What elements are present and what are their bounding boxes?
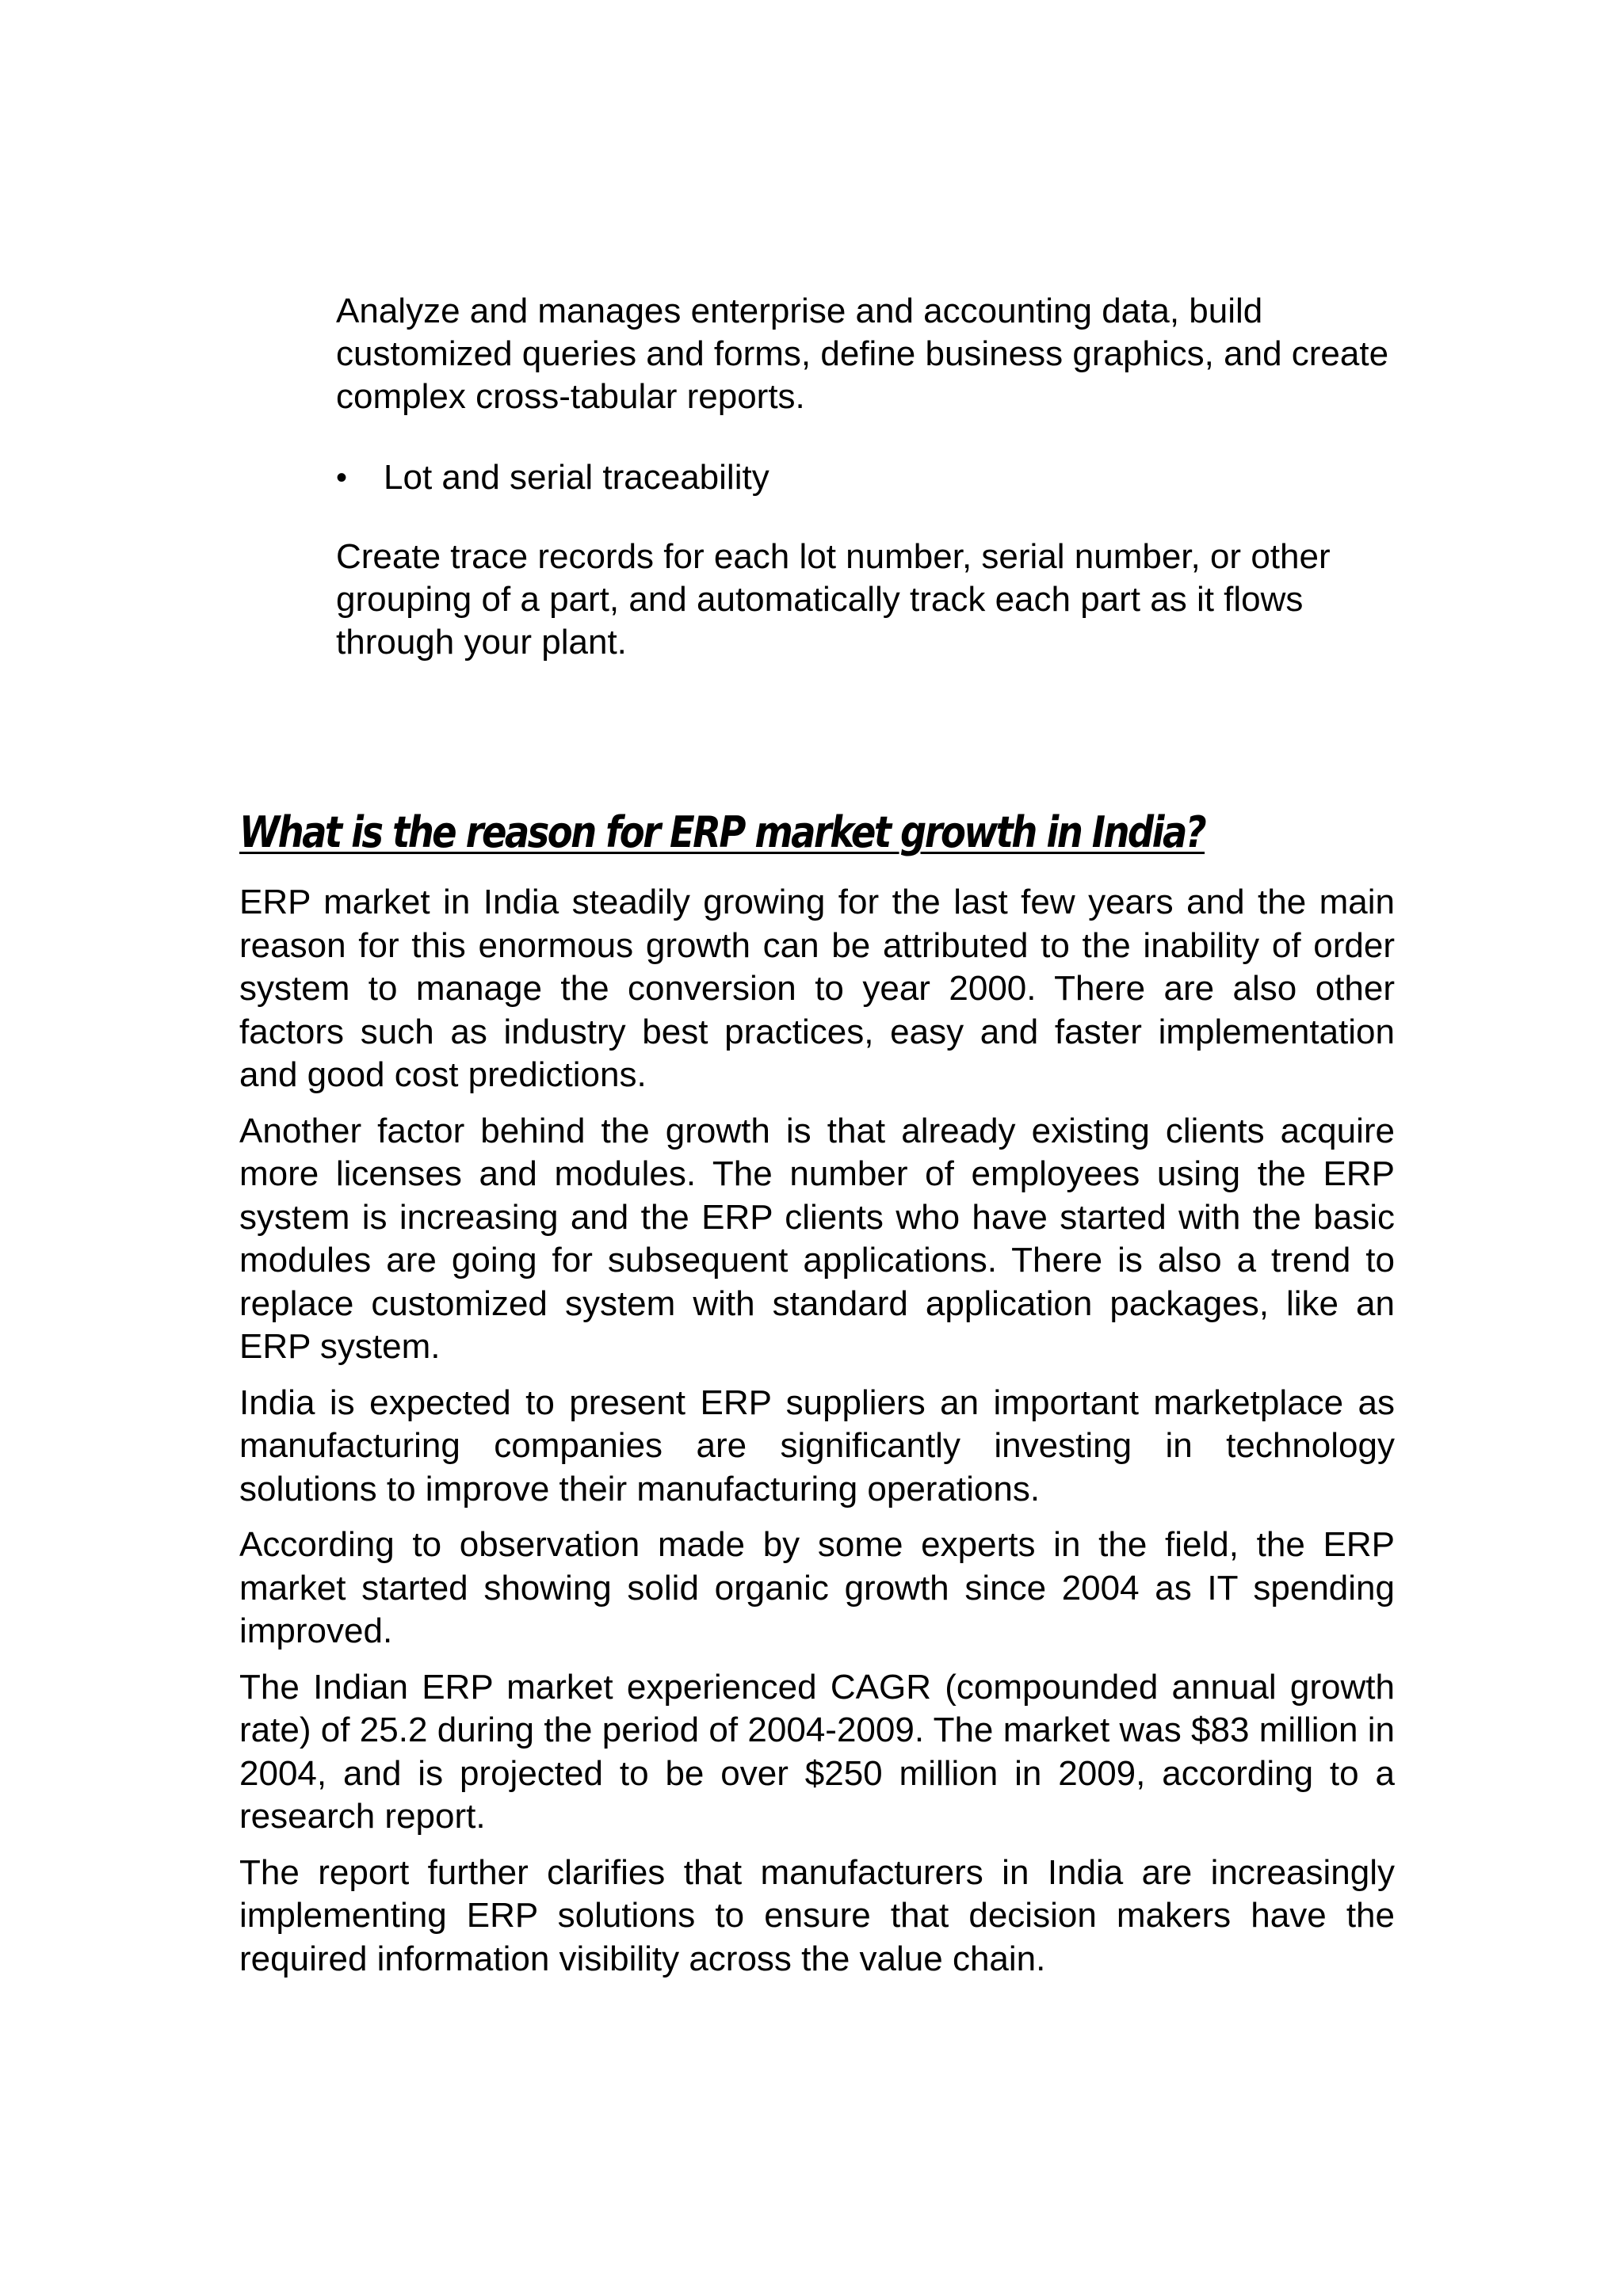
body-paragraph: The report further clarifies that manufacturers in India are increasingly implementing ERP solutions to ensure that decision makers have the required information visibility across the value chain. [239, 1852, 1395, 1978]
bullet-symbol: • [336, 460, 348, 495]
body-paragraph: The Indian ERP market experienced CAGR (compounded annual growth rate) of 25.2 during the period of 2004-2009. The market was $83 million in 2004, and is projected to be over $250 million in 2009, according to a research report. [239, 1667, 1395, 1836]
intro-paragraph: Analyze and manages enterprise and accounting data, build customized queries and forms, define business graphics, and create complex cross-tabular reports. [336, 292, 1389, 416]
bullet-item [336, 456, 769, 499]
bullet-description: Create trace records for each lot number, serial number, or other grouping of a part, and automatically track each part as it flows through your plant. [336, 537, 1331, 662]
body-paragraph: Another factor behind the growth is that already existing clients acquire more licenses and modules. The number of employees using the ERP system is increasing and the ERP clients who have started with the basic modules are going for subsequent applications. There is also a trend to replace customized system with standard application packages, like an ERP system. [239, 1111, 1395, 1366]
bullet-label: Lot and serial traceability [384, 458, 769, 497]
body-paragraph: According to observation made by some experts in the field, the ERP market started showing solid organic growth since 2004 as IT spending improved. [239, 1525, 1395, 1650]
section-body [239, 881, 1395, 1993]
body-paragraph: India is expected to present ERP suppliers an important marketplace as manufacturing companies are significantly investing in technology solutions to improve their manufacturing operations. [239, 1383, 1395, 1508]
body-paragraph: ERP market in India steadily growing for the last few years and the main reason for this enormous growth can be attributed to the inability of order system to manage the conversion to year 2000. There are also other factors such as industry best practices, easy and faster implementation and good cost predictions. [239, 883, 1395, 1094]
section-heading: What is the reason for ERP market growth in India? [239, 807, 1205, 857]
